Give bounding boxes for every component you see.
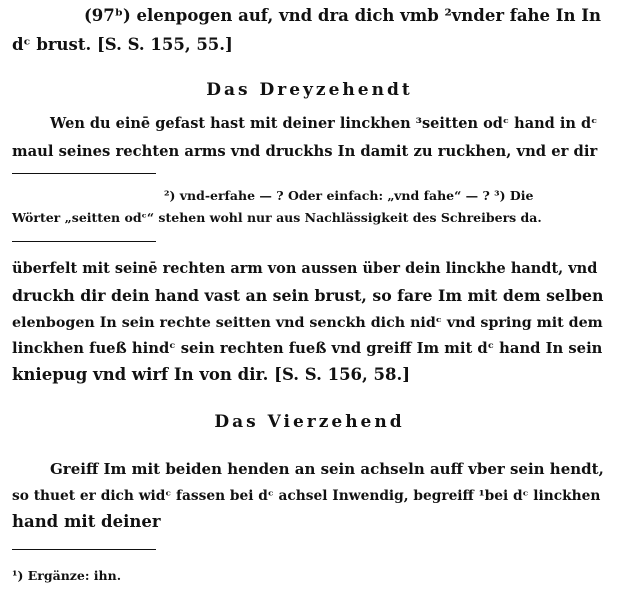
text-line: überfelt mit seinē rechten arm von aussen über dein linckhe handt, vnd bbox=[12, 260, 598, 277]
text-line: Greiff Im mit beiden henden an sein achseln auff vber sein hendt, bbox=[50, 460, 604, 478]
text-line: dᶜ brust. [S. S. 155, 55.] bbox=[12, 35, 233, 54]
text-line: elenbogen In sein rechte seitten vnd senckh dich nidᶜ vnd spring mit dem bbox=[12, 315, 603, 331]
footnote-divider bbox=[12, 241, 156, 242]
text-line: maul seines rechten arms vnd druckhs In damit zu ruckhen, vnd er dir bbox=[12, 143, 598, 160]
text-line: Wen du einē gefast hast mit deiner linckhen ³seitten odᶜ hand in dᶜ bbox=[50, 115, 598, 132]
text-line: (97ᵇ) elenpogen auf, vnd dra dich vmb ²vnder fahe In In bbox=[84, 6, 601, 25]
footnote-line: ²) vnd-erfahe — ? Oder einfach: „vnd fahe“ — ? ³) Die bbox=[164, 188, 534, 203]
text-line: druckh dir dein hand vast an sein brust, so fare Im mit dem selben bbox=[12, 286, 604, 305]
text-line: so thuet er dich widᶜ fassen bei dᶜ achsel Inwendig, begreiff ¹bei dᶜ linckhen bbox=[12, 488, 601, 504]
footnote-line: Wörter „seitten odᶜ“ stehen wohl nur aus Nachlässigkeit des Schreibers da. bbox=[12, 210, 542, 225]
text-line: kniepug vnd wirf In von dir. [S. S. 156, 58.] bbox=[12, 365, 411, 384]
text-line: hand mit deiner bbox=[12, 512, 161, 531]
section-heading: Das Dreyzehendt bbox=[206, 80, 413, 100]
footnote-divider bbox=[12, 173, 156, 174]
section-heading: Das Vierzehend bbox=[214, 412, 405, 432]
text-line: linckhen fueß hindᶜ sein rechten fueß vnd greiff Im mit dᶜ hand In sein bbox=[12, 340, 603, 357]
footnote-line: ¹) Ergänze: ihn. bbox=[12, 568, 122, 583]
footnote-divider bbox=[12, 549, 156, 550]
